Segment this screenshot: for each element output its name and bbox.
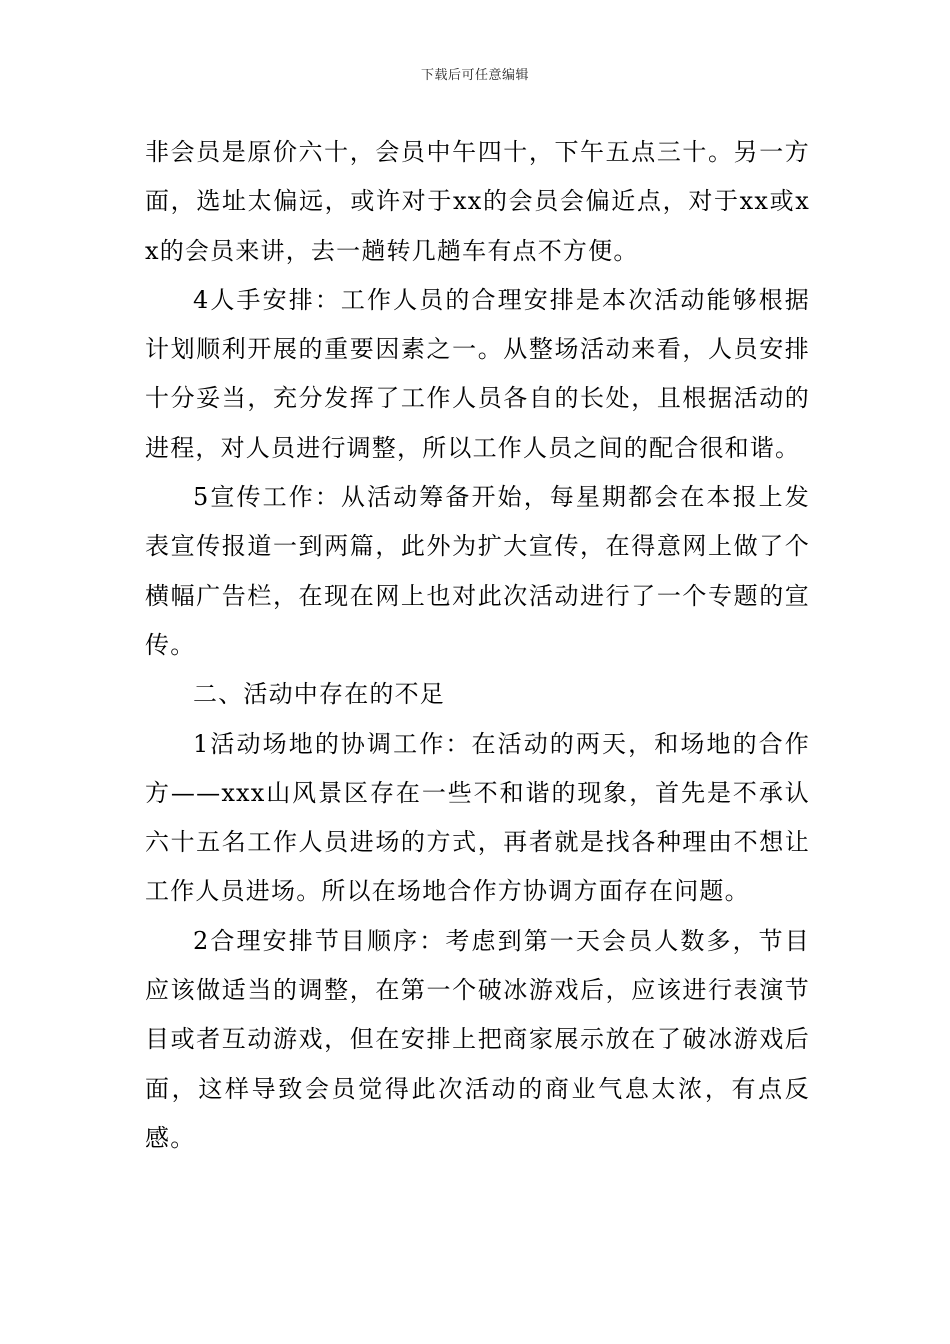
header-note: 下载后可任意编辑 xyxy=(420,68,529,83)
document-body xyxy=(145,128,810,1163)
paragraph: 4人手安排：工作人员的合理安排是本次活动能够根据计划顺利开展的重要因素之一。从整场活动来看，人员安排十分妥当，充分发挥了工作人员各自的长处，且根据活动的进程，对人员进行调整，所以工作人员之间的配合很和谐。 xyxy=(145,285,810,462)
paragraph: 5宣传工作：从活动筹备开始，每星期都会在本报上发表宣传报道一到两篇，此外为扩大宣传，在得意网上做了个横幅广告栏，在现在网上也对此次活动进行了一个专题的宣传。 xyxy=(145,483,810,659)
paragraph: 2合理安排节目顺序：考虑到第一天会员人数多，节目应该做适当的调整，在第一个破冰游戏后，应该进行表演节目或者互动游戏，但在安排上把商家展示放在了破冰游戏后面，这样导致会员觉得此次活动的商业气息太浓，有点反感。 xyxy=(145,926,810,1152)
paragraph: 1活动场地的协调工作：在活动的两天，和场地的合作方——xxx山风景区存在一些不和谐的现象，首先是不承认六十五名工作人员进场的方式，再者就是找各种理由不想让工作人员进场。所以在场地合作方协调方面存在问题。 xyxy=(145,729,810,906)
paragraph: 非会员是原价六十，会员中午四十，下午五点三十。另一方面，选址太偏远，或许对于xx的会员会偏近点，对于xx或xx的会员来讲，去一趟转几趟车有点不方便。 xyxy=(145,138,810,265)
section-heading: 二、活动中存在的不足 xyxy=(193,680,445,709)
